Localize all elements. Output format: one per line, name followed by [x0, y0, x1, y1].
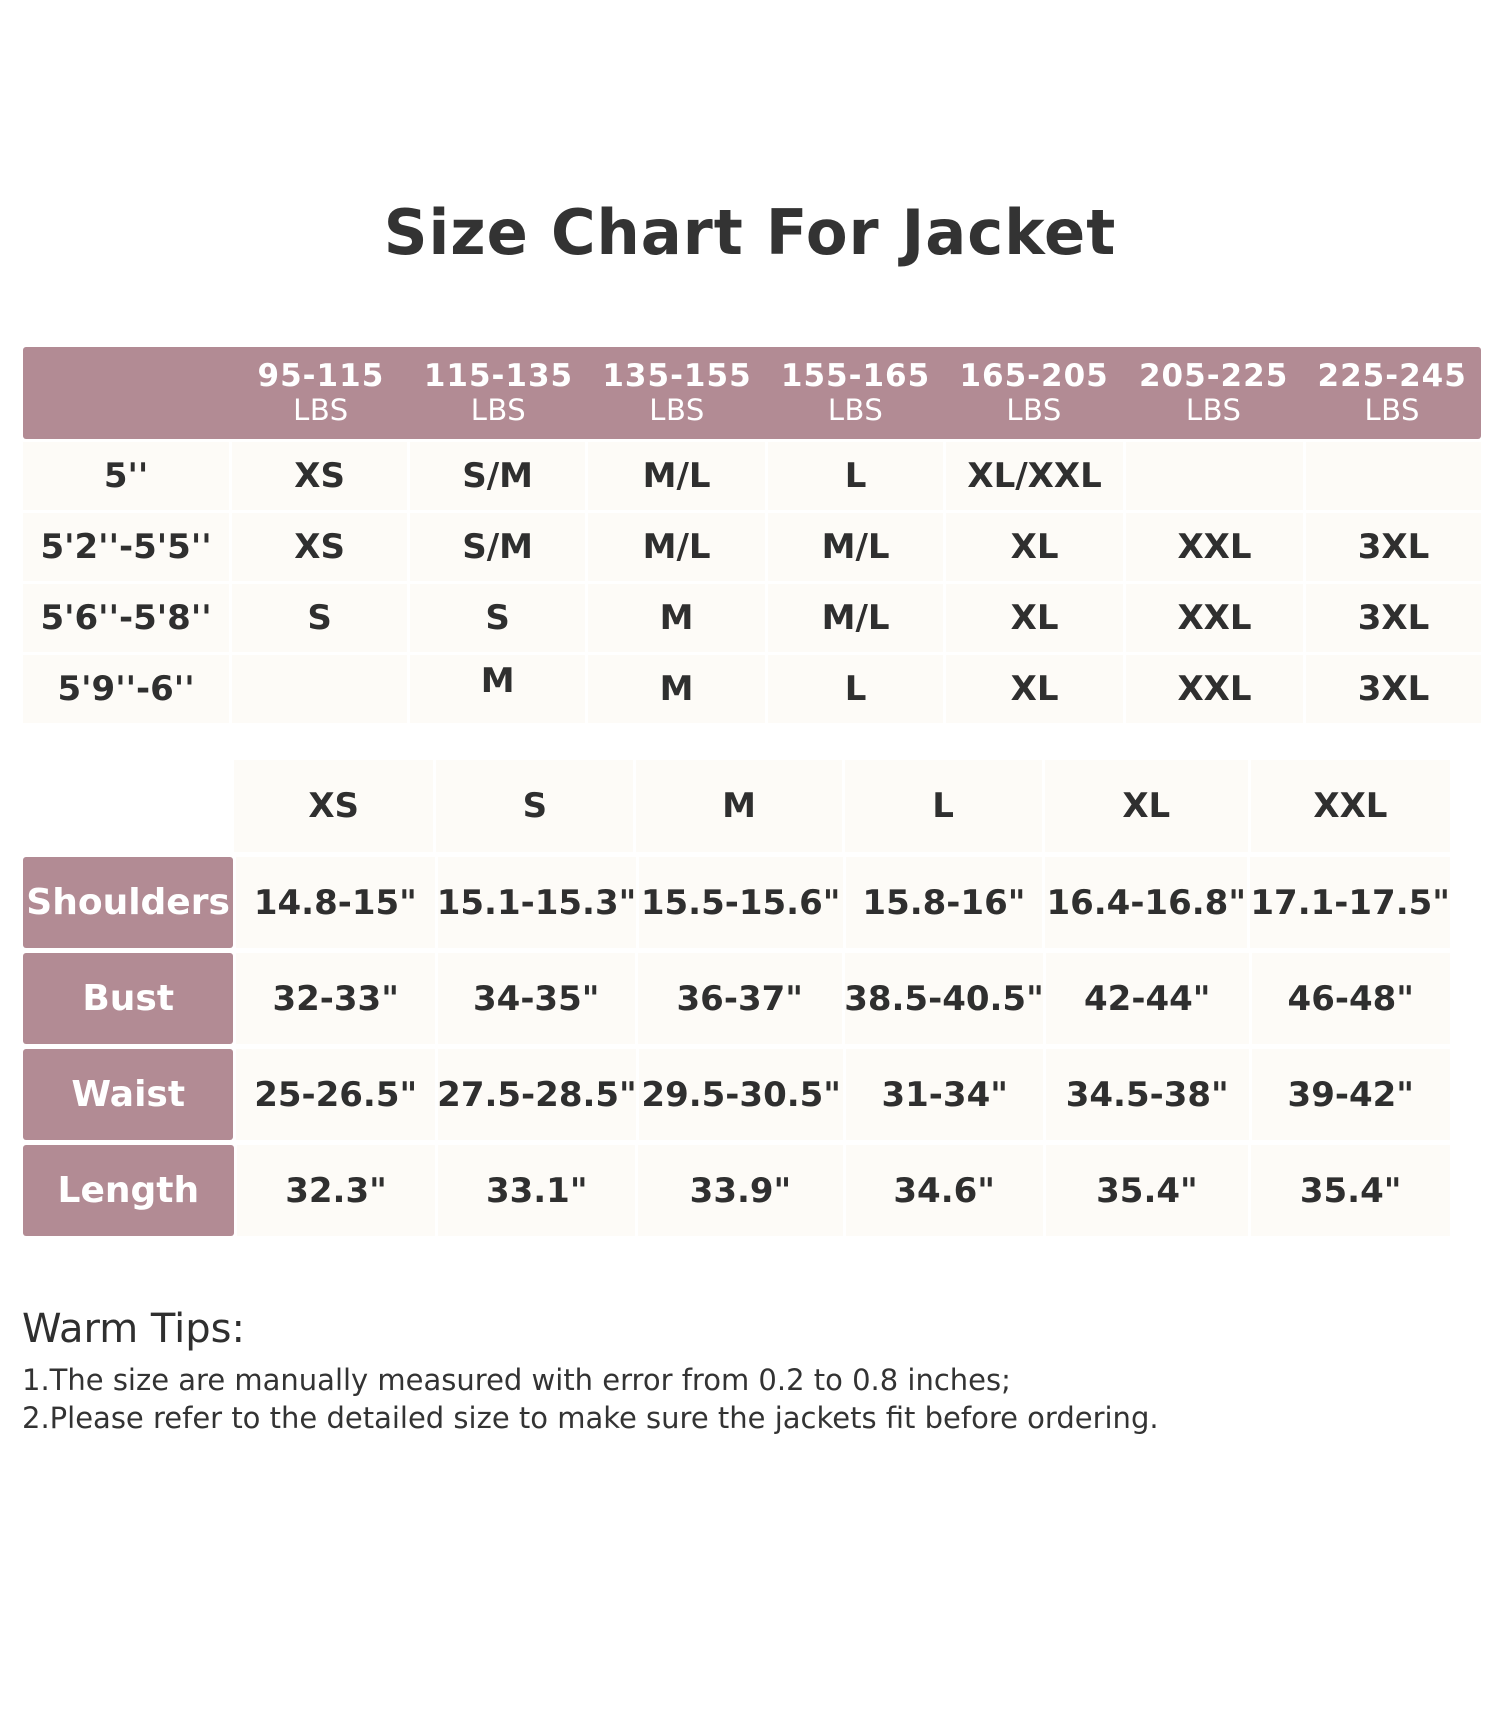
weight-column-header [410, 347, 588, 439]
weight-range: 225-245 [1317, 358, 1467, 394]
page-title: Size Chart For Jacket [383, 196, 1117, 269]
weight-unit: LBS [470, 393, 527, 427]
measurement-cell: 33.1" [438, 1145, 635, 1236]
size-cell: 3XL [1306, 513, 1481, 581]
size-cell: 3XL [1306, 655, 1481, 723]
measurement-cell: 46-48" [1252, 953, 1451, 1044]
height-label: 5'6''-5'8'' [23, 584, 229, 652]
table-row [23, 584, 1481, 652]
measurement-cell: 25-26.5" [236, 1049, 435, 1140]
size-column-header: M [636, 760, 841, 852]
header-corner-cell [23, 760, 234, 852]
size-cell: S/M [410, 513, 585, 581]
height-label: 5'9''-6'' [23, 655, 229, 723]
size-cell: XS [232, 442, 407, 510]
size-cell: XL/XXL [946, 442, 1123, 510]
size-cell: S [232, 584, 407, 652]
size-header-row [23, 760, 1453, 852]
measurement-label: Length [23, 1145, 234, 1236]
weight-unit: LBS [1185, 393, 1242, 427]
weight-unit: LBS [1006, 393, 1062, 427]
weight-unit: LBS [827, 393, 884, 427]
size-column-header: L [845, 760, 1042, 852]
table-row [23, 1049, 1453, 1140]
size-cell: XS [232, 513, 407, 581]
size-cell: 3XL [1306, 584, 1481, 652]
table-row [23, 442, 1481, 510]
measurement-table [23, 760, 1453, 1236]
measurement-cell: 17.1-17.5" [1250, 857, 1450, 948]
measurement-cell: 35.4" [1046, 1145, 1249, 1236]
size-cell: L [768, 442, 943, 510]
weight-unit: LBS [649, 393, 705, 427]
measurement-cell: 15.8-16" [846, 857, 1042, 948]
height-label: 5'' [23, 442, 229, 510]
table-row [23, 655, 1481, 723]
measurement-cell: 16.4-16.8" [1045, 857, 1247, 948]
table-row [23, 1145, 1453, 1236]
tip-line: 1.The size are manually measured with error from 0.2 to 0.8 inches; [22, 1363, 1011, 1397]
size-cell: M [410, 655, 585, 723]
size-cell [1126, 442, 1303, 510]
tips-title: Warm Tips: [22, 1306, 245, 1352]
weight-column-header [1124, 347, 1304, 439]
weight-column-header [944, 347, 1124, 439]
measurement-cell: 39-42" [1252, 1049, 1451, 1140]
weight-column-header [1303, 347, 1481, 439]
measurement-cell: 38.5-40.5" [845, 953, 1043, 1044]
size-column-header: XL [1045, 760, 1248, 852]
measurement-cell: 29.5-30.5" [639, 1049, 843, 1140]
size-cell: M [588, 584, 765, 652]
weight-column-header [767, 347, 945, 439]
table-row [23, 857, 1453, 948]
measurement-cell: 31-34" [846, 1049, 1043, 1140]
measurement-label: Waist [23, 1049, 233, 1140]
weight-range: 165-205 [959, 358, 1109, 394]
header-corner-cell [23, 347, 232, 439]
size-column-header: XS [234, 760, 433, 852]
weight-range: 155-165 [780, 358, 931, 394]
measurement-label: Shoulders [23, 857, 233, 948]
weight-range: 95-115 [257, 358, 385, 394]
size-cell: M/L [768, 513, 943, 581]
height-label: 5'2''-5'5'' [23, 513, 229, 581]
size-cell: M/L [588, 442, 765, 510]
measurement-cell: 27.5-28.5" [438, 1049, 636, 1140]
warm-tips [22, 1305, 1482, 1437]
weight-range: 115-135 [423, 358, 574, 394]
weight-header-row [23, 347, 1481, 439]
size-cell: M [588, 655, 765, 723]
height-weight-table [23, 347, 1481, 723]
size-cell: M/L [768, 584, 943, 652]
size-cell: M/L [588, 513, 765, 581]
measurement-cell: 35.4" [1251, 1145, 1450, 1236]
size-cell: XXL [1126, 584, 1303, 652]
measurement-cell: 36-37" [638, 953, 842, 1044]
table-row [23, 513, 1481, 581]
tip-line: 2.Please refer to the detailed size to make sure the jackets fit before ordering. [22, 1401, 1159, 1435]
weight-unit: LBS [293, 393, 349, 427]
measurement-cell: 14.8-15" [236, 857, 434, 948]
table-row [23, 953, 1453, 1044]
size-cell: S [410, 584, 585, 652]
size-cell: XL [946, 655, 1123, 723]
size-column-header: S [436, 760, 633, 852]
measurement-label: Bust [23, 953, 233, 1044]
measurement-cell: 32.3" [237, 1145, 436, 1236]
measurement-cell: 32-33" [236, 953, 435, 1044]
measurement-cell: 34.6" [846, 1145, 1043, 1236]
measurement-cell: 33.9" [638, 1145, 843, 1236]
weight-column-header [587, 347, 767, 439]
size-cell: XL [946, 513, 1123, 581]
size-cell: S/M [410, 442, 585, 510]
size-cell: XXL [1126, 513, 1303, 581]
measurement-cell: 15.1-15.3" [438, 857, 636, 948]
size-cell [1306, 442, 1481, 510]
size-cell: XXL [1126, 655, 1303, 723]
measurement-cell: 42-44" [1046, 953, 1249, 1044]
measurement-cell: 34.5-38" [1046, 1049, 1249, 1140]
measurement-cell: 15.5-15.6" [639, 857, 843, 948]
size-cell [232, 655, 407, 723]
weight-column-header [232, 347, 410, 439]
size-cell: L [768, 655, 943, 723]
weight-range: 135-155 [602, 358, 752, 394]
size-cell: XL [946, 584, 1123, 652]
weight-range: 205-225 [1138, 358, 1289, 394]
measurement-cell: 34-35" [438, 953, 635, 1044]
size-column-header: XXL [1251, 760, 1450, 852]
weight-unit: LBS [1364, 393, 1420, 427]
